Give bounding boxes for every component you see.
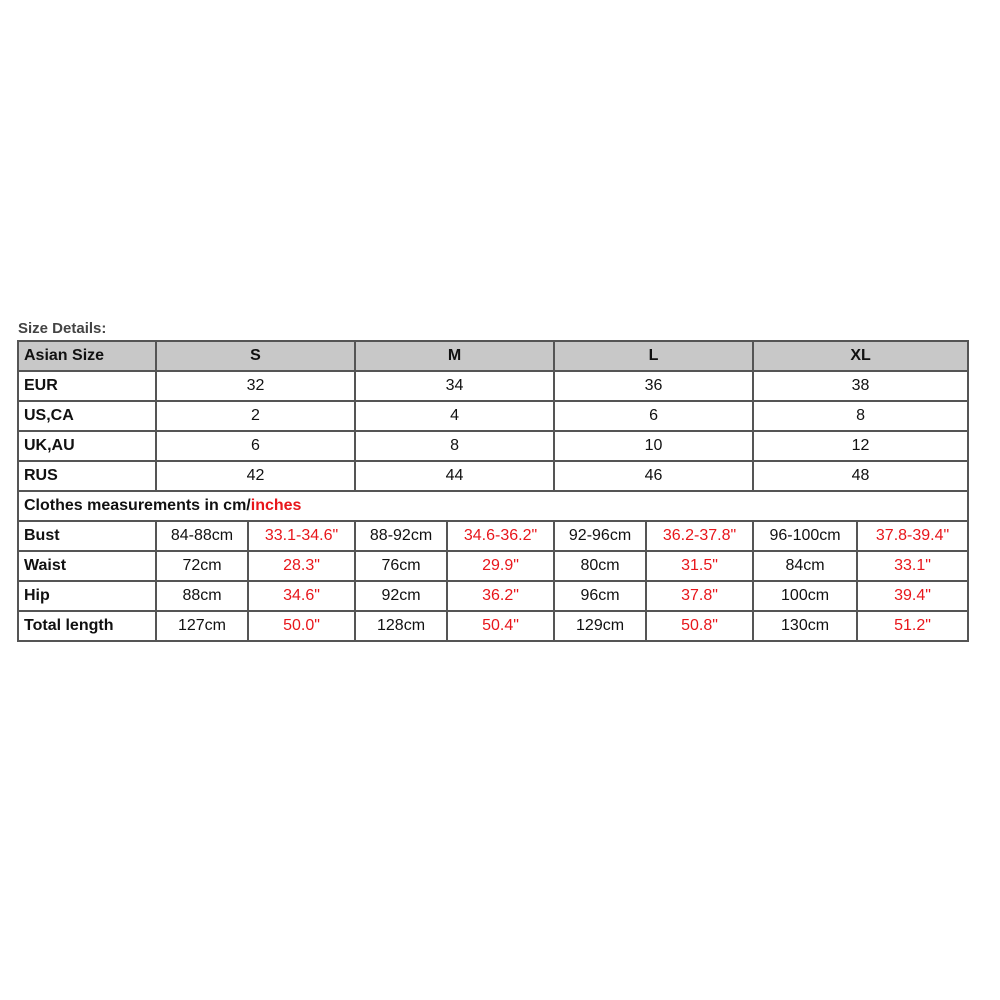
inches-cell: 39.4"	[857, 581, 968, 611]
table-cell: 12	[753, 431, 968, 461]
cm-cell: 84cm	[753, 551, 857, 581]
size-s-header: S	[156, 341, 355, 371]
cm-cell: 84-88cm	[156, 521, 248, 551]
row-label: RUS	[18, 461, 156, 491]
inches-cell: 51.2"	[857, 611, 968, 641]
cm-cell: 127cm	[156, 611, 248, 641]
inches-cell: 37.8"	[646, 581, 753, 611]
table-cell: 44	[355, 461, 554, 491]
inches-cell: 37.8-39.4"	[857, 521, 968, 551]
measurement-row	[18, 521, 968, 551]
inches-cell: 50.8"	[646, 611, 753, 641]
cm-cell: 130cm	[753, 611, 857, 641]
conversion-row	[18, 401, 968, 431]
measurement-row	[18, 551, 968, 581]
conversion-row	[18, 431, 968, 461]
table-cell: 38	[753, 371, 968, 401]
measurement-row	[18, 581, 968, 611]
measurement-row	[18, 611, 968, 641]
header-row	[18, 341, 968, 371]
section-highlight: inches	[250, 497, 302, 514]
inches-cell: 33.1-34.6"	[248, 521, 355, 551]
row-label: Hip	[18, 581, 156, 611]
row-label: UK,AU	[18, 431, 156, 461]
table-cell: 42	[156, 461, 355, 491]
inches-cell: 34.6-36.2"	[447, 521, 554, 551]
size-table	[17, 340, 969, 642]
inches-cell: 28.3"	[248, 551, 355, 581]
table-cell: 6	[554, 401, 753, 431]
inches-cell: 36.2-37.8"	[646, 521, 753, 551]
inches-cell: 33.1"	[857, 551, 968, 581]
table-cell: 48	[753, 461, 968, 491]
inches-cell: 34.6"	[248, 581, 355, 611]
inches-cell: 50.0"	[248, 611, 355, 641]
cm-cell: 80cm	[554, 551, 646, 581]
row-label: EUR	[18, 371, 156, 401]
conversion-row	[18, 371, 968, 401]
inches-cell: 36.2"	[447, 581, 554, 611]
cm-cell: 96cm	[554, 581, 646, 611]
cm-cell: 128cm	[355, 611, 447, 641]
size-chart	[17, 318, 967, 642]
table-cell: 46	[554, 461, 753, 491]
table-cell: 2	[156, 401, 355, 431]
header-label: Asian Size	[18, 341, 156, 371]
inches-cell: 50.4"	[447, 611, 554, 641]
table-cell: 8	[753, 401, 968, 431]
size-xl-header: XL	[753, 341, 968, 371]
row-label: Bust	[18, 521, 156, 551]
table-cell: 6	[156, 431, 355, 461]
measurements-section-heading	[18, 491, 968, 521]
inches-cell: 31.5"	[646, 551, 753, 581]
row-label: Waist	[18, 551, 156, 581]
table-cell: 10	[554, 431, 753, 461]
row-label: US,CA	[18, 401, 156, 431]
inches-cell: 29.9"	[447, 551, 554, 581]
cm-cell: 88cm	[156, 581, 248, 611]
table-cell: 34	[355, 371, 554, 401]
section-text: Clothes measurements in cm/	[24, 497, 251, 514]
row-label: Total length	[18, 611, 156, 641]
table-cell: 4	[355, 401, 554, 431]
size-details-caption: Size Details:	[18, 320, 107, 337]
size-l-header: L	[554, 341, 753, 371]
cm-cell: 76cm	[355, 551, 447, 581]
cm-cell: 96-100cm	[753, 521, 857, 551]
table-cell: 32	[156, 371, 355, 401]
cm-cell: 92-96cm	[554, 521, 646, 551]
section-row	[18, 491, 968, 521]
size-m-header: M	[355, 341, 554, 371]
cm-cell: 129cm	[554, 611, 646, 641]
table-cell: 8	[355, 431, 554, 461]
conversion-row	[18, 461, 968, 491]
cm-cell: 88-92cm	[355, 521, 447, 551]
cm-cell: 100cm	[753, 581, 857, 611]
table-cell: 36	[554, 371, 753, 401]
cm-cell: 72cm	[156, 551, 248, 581]
cm-cell: 92cm	[355, 581, 447, 611]
